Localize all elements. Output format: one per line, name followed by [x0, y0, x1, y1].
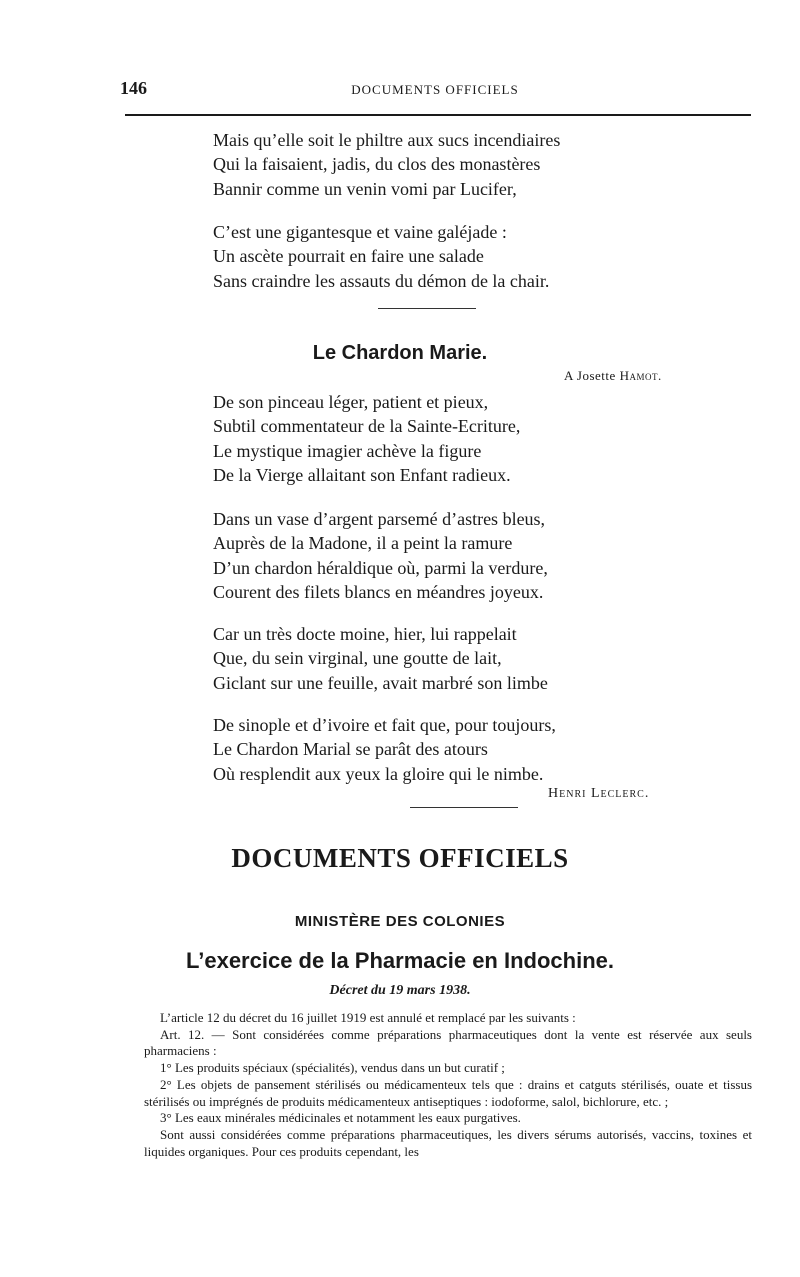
verse-line: Courent des filets blancs en méandres joyeux. [213, 582, 544, 603]
dedication-name: Hamot. [619, 368, 662, 383]
poem-separator-rule [378, 308, 476, 309]
verse-line: Que, du sein virginal, une goutte de lait, [213, 648, 502, 669]
poem2-stanza-4 [213, 713, 556, 786]
running-title: DOCUMENTS OFFICIELS [351, 82, 519, 97]
body-paragraph: Art. 12. — Sont considérées comme préparations pharmaceutiques dont la vente est réservée aux seuls pharmaciens : [144, 1026, 752, 1059]
page-number: 146 [120, 78, 147, 98]
poem-end-rule [410, 807, 518, 808]
header-rule [125, 114, 751, 116]
decree-reference: Décret du 19 mars 1938. [329, 983, 471, 998]
verse-line: Subtil commentateur de la Sainte-Ecriture, [213, 416, 521, 437]
verse-line: Un ascète pourrait en faire une salade [213, 246, 484, 267]
verse-line: De son pinceau léger, patient et pieux, [213, 392, 489, 412]
poem-signature: Henri Leclerc. [548, 786, 650, 801]
verse-line: Qui la faisaient, jadis, du clos des monastères [213, 154, 541, 175]
body-paragraph: L’article 12 du décret du 16 juillet 1919 est annulé et remplacé par les suivants : [160, 1010, 576, 1025]
verse-line: Dans un vase d’argent parsemé d’astres bleus, [213, 509, 546, 529]
poem-dedication [564, 368, 662, 384]
poem1-stanza-1 [213, 128, 560, 201]
verse-line: Auprès de la Madone, il a peint la ramure [213, 533, 513, 554]
article-body [144, 1010, 752, 1160]
poem2-stanza-2 [213, 507, 548, 605]
ministry-heading: MINISTÈRE DES COLONIES [294, 913, 506, 930]
verse-line: C’est une gigantesque et vaine galéjade : [213, 222, 507, 242]
verse-line: De sinople et d’ivoire et fait que, pour toujours, [213, 715, 556, 735]
verse-line: Car un très docte moine, hier, lui rappelait [213, 624, 517, 644]
verse-line: Le mystique imagier achève la figure [213, 440, 482, 461]
verse-line: Bannir comme un venin vomi par Lucifer, [213, 178, 517, 199]
poem-title: Le Chardon Marie. [312, 342, 488, 364]
verse-line: D’un chardon héraldique où, parmi la verdure, [213, 557, 548, 578]
section-title: DOCUMENTS OFFICIELS [231, 843, 569, 873]
poem2-stanza-3 [213, 622, 548, 695]
poem1-stanza-2 [213, 220, 549, 293]
verse-line: Giclant sur une feuille, avait marbré son limbe [213, 672, 548, 693]
verse-line: Sans craindre les assauts du démon de la chair. [213, 270, 550, 291]
verse-line: Où resplendit aux yeux la gloire qui le nimbe. [213, 763, 544, 784]
dedication-prefix: A Josette [564, 368, 616, 383]
page-header [120, 78, 750, 102]
article-title: L’exercice de la Pharmacie en Indochine. [186, 948, 614, 973]
body-paragraph: Sont aussi considérées comme préparations pharmaceutiques, les divers sérums autorisés, vaccins, toxines et liquides organiques. Pour ces produits cependant, les [144, 1126, 752, 1159]
body-paragraph: 1° Les produits spéciaux (spécialités), vendus dans un but curatif ; [160, 1060, 505, 1076]
verse-line: De la Vierge allaitant son Enfant radieux. [213, 465, 511, 486]
body-paragraph: 3° Les eaux minérales médicinales et notamment les eaux purgatives. [160, 1110, 521, 1126]
poem2-stanza-1 [213, 390, 520, 488]
verse-line: Mais qu’elle soit le philtre aux sucs incendiaires [213, 130, 561, 150]
body-paragraph: 2° Les objets de pansement stérilisés ou médicamenteux tels que : drains et catguts stérilisés, ouate et tissus stérilisés ou imprégnés de produits médicamenteux antiseptiques : iodoforme, salol, bichlorure, etc. ; [144, 1076, 752, 1109]
verse-line: Le Chardon Marial se parât des atours [213, 739, 488, 760]
